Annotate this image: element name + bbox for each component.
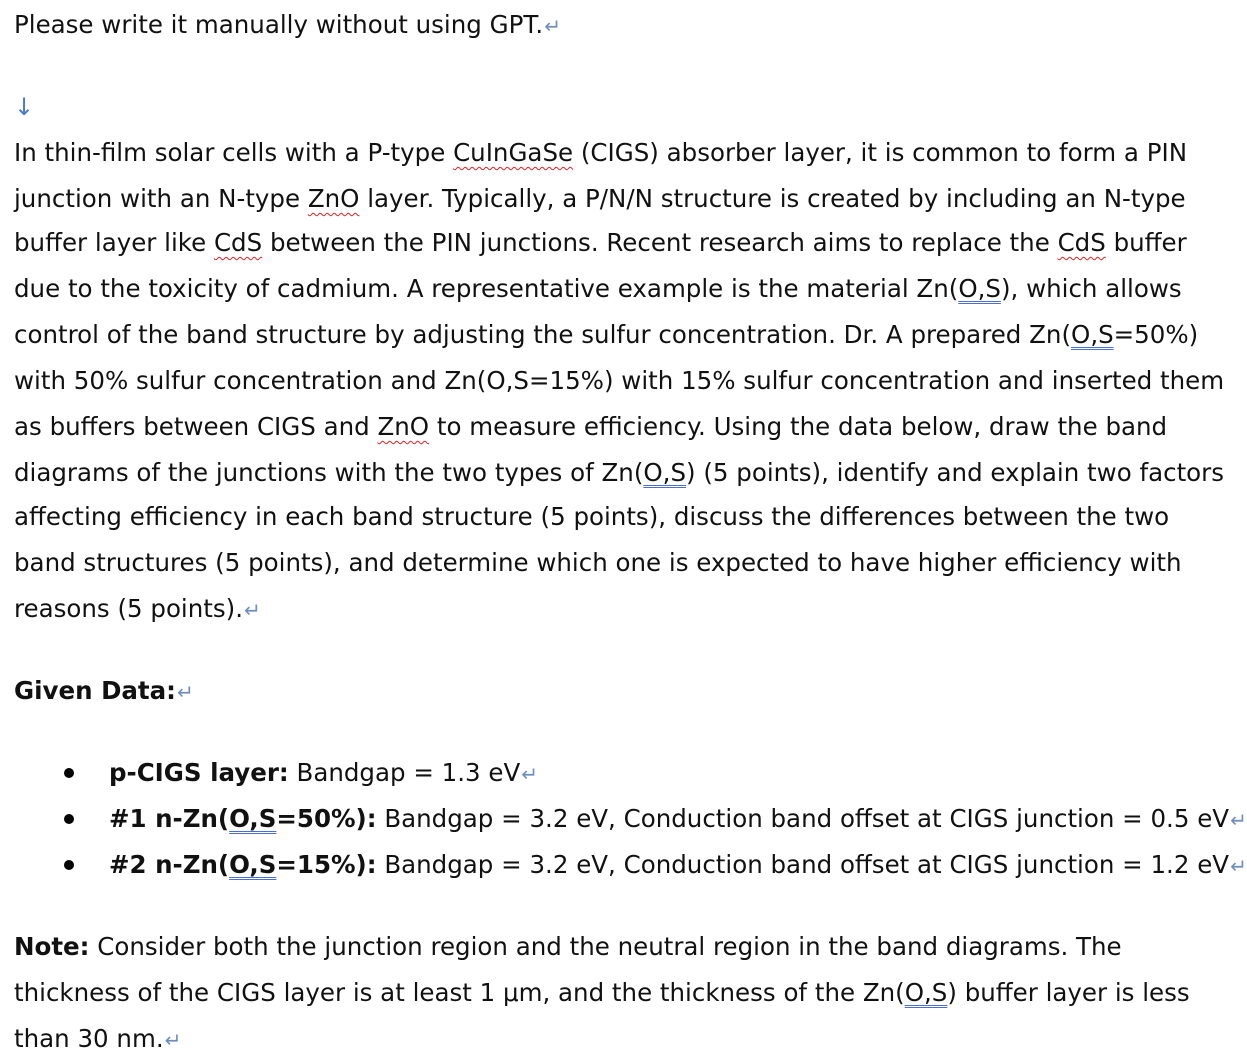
paragraph-mark-icon: ↵ (243, 598, 261, 622)
question-line-2 (14, 184, 1186, 214)
question-line-1 (14, 138, 1187, 168)
text-run: junction with an N-type (14, 184, 308, 213)
text-run: than 30 nm. (14, 1024, 164, 1053)
note-line-3 (14, 1024, 181, 1054)
intro-text: Please write it manually without using GPT. (14, 10, 544, 39)
spellcheck-word[interactable]: CdS (1057, 228, 1106, 257)
item-value: Bandgap = 3.2 eV, Conduction band offset at CIGS junction = 1.2 eV (376, 850, 1230, 879)
question-line-3 (14, 228, 1187, 258)
paragraph-mark-icon: ↵ (1230, 854, 1247, 878)
question-line-7 (14, 412, 1167, 442)
question-line-8 (14, 458, 1224, 488)
item-label: p-CIGS layer: (109, 758, 289, 787)
heading-text: Given Data: (14, 676, 176, 705)
text-run: band structures (5 points), and determine which one is expected to have higher efficiency with (14, 548, 1182, 577)
given-data-heading (14, 676, 194, 706)
text-run: affecting efficiency in each band structure (5 points), discuss the differences between the two (14, 502, 1170, 531)
text-run: diagrams of the junctions with the two types of Zn( (14, 458, 644, 487)
note-line-2 (14, 978, 1190, 1008)
question-line-6 (14, 366, 1224, 396)
text-run: between the PIN junctions. Recent research aims to replace the (262, 228, 1058, 257)
given-item-2 (109, 804, 1247, 834)
bullet-icon (64, 860, 74, 870)
grammar-flag[interactable]: O,S (1071, 320, 1114, 349)
text-run: thickness of the CIGS layer is at least 1 μm, and the thickness of the Zn( (14, 978, 905, 1007)
paragraph-mark-icon: ↵ (1230, 808, 1247, 832)
text-run: with 50% sulfur concentration and Zn(O,S=15%) with 15% sulfur concentration and inserted them (14, 366, 1225, 395)
paragraph-mark-icon: ↵ (164, 1028, 182, 1052)
text-run: control of the band structure by adjusting the sulfur concentration. Dr. A prepared Zn( (14, 320, 1072, 349)
bullet-icon (64, 768, 74, 778)
note-line-1 (14, 932, 1122, 962)
item-label: #2 n-Zn( (109, 850, 230, 879)
item-label: =15%): (276, 850, 377, 879)
item-label: =50%): (276, 804, 377, 833)
item-label: #1 n-Zn( (109, 804, 230, 833)
text-run: buffer layer like (14, 228, 214, 257)
text-run: buffer (1105, 228, 1187, 257)
text-run: as buffers between CIGS and (14, 412, 378, 441)
spellcheck-word[interactable]: CuInGaSe (453, 138, 574, 167)
grammar-flag[interactable]: O,S (229, 850, 277, 879)
question-line-5 (14, 320, 1198, 350)
item-value: Bandgap = 1.3 eV (288, 758, 521, 787)
grammar-flag[interactable]: O,S (643, 458, 687, 487)
paragraph-mark-icon: ↵ (176, 680, 194, 704)
paragraph-mark-icon: ↵ (544, 14, 561, 38)
down-arrow-icon: ↓ (14, 93, 35, 121)
paragraph-mark-icon: ↵ (521, 762, 538, 786)
question-line-4 (14, 274, 1182, 304)
text-run: to measure efficiency. Using the data below, draw the band (429, 412, 1168, 441)
item-value: Bandgap = 3.2 eV, Conduction band offset at CIGS junction = 0.5 eV (376, 804, 1230, 833)
spellcheck-word[interactable]: ZnO (377, 412, 430, 441)
spellcheck-word[interactable]: CdS (213, 228, 263, 257)
grammar-flag[interactable]: O,S (229, 804, 277, 833)
text-run: due to the toxicity of cadmium. A representative example is the material Zn( (14, 274, 959, 303)
text-run: ) buffer layer is less (947, 978, 1190, 1007)
text-run: ), which allows (1000, 274, 1182, 303)
given-item-1 (109, 758, 538, 788)
text-run: In thin-film solar cells with a P-type (14, 138, 454, 167)
question-line-11 (14, 594, 261, 624)
note-label: Note: (14, 932, 90, 961)
text-run: Consider both the junction region and the neutral region in the band diagrams. The (89, 932, 1122, 961)
text-run: =50%) (1113, 320, 1199, 349)
text-run: reasons (5 points). (14, 594, 243, 623)
given-item-3 (109, 850, 1247, 880)
text-run: layer. Typically, a P/N/N structure is created by including an N-type (359, 184, 1186, 213)
text-run: ) (5 points), identify and explain two factors (686, 458, 1225, 487)
spellcheck-word[interactable]: ZnO (307, 184, 360, 213)
text-run: (CIGS) absorber layer, it is common to form a PIN (573, 138, 1188, 167)
grammar-flag[interactable]: O,S (904, 978, 948, 1007)
intro-line (14, 10, 561, 40)
question-line-9 (14, 502, 1169, 532)
question-line-10 (14, 548, 1182, 578)
bullet-icon (64, 814, 74, 824)
grammar-flag[interactable]: O,S (958, 274, 1001, 303)
down-arrow-line (14, 92, 34, 122)
